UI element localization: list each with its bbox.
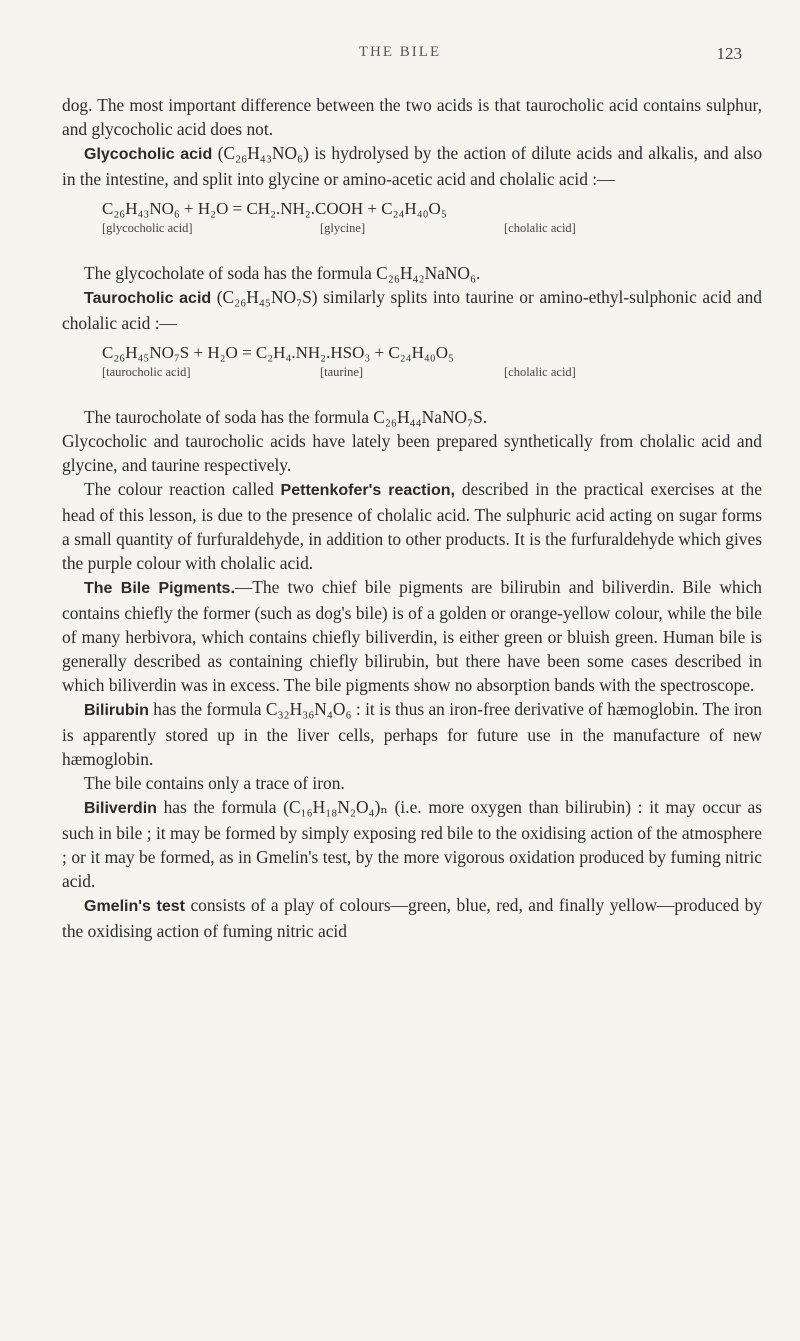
equation-label: [glycocholic acid]	[102, 221, 193, 235]
paragraph-glycocholic	[62, 141, 762, 191]
paragraph-bilirubin	[62, 697, 762, 771]
paragraph-1: dog. The most important difference between the two acids is that taurocholic acid contains sulphur, and glycocholic acid does not.	[62, 95, 762, 139]
page-body	[62, 93, 762, 943]
term-biliverdin: Biliverdin	[84, 800, 157, 817]
equation-label: [taurocholic acid]	[102, 365, 191, 379]
running-header	[0, 44, 800, 74]
paragraph-text: (C₂₆H₄₅NO₇S) similarly splits into taurine or amino-ethyl-sulphonic acid and cholalic acid :—	[62, 287, 763, 333]
paragraph-text: consists of a play of colours—green, blue, red, and finally yellow—produced by the oxidising action of fuming nitric acid	[62, 895, 762, 941]
paragraph-text: The colour reaction called	[84, 479, 274, 499]
equation-label: [cholalic acid]	[504, 365, 576, 379]
term-gmelins-test: Gmelin's test	[84, 898, 185, 915]
paragraph-iron: The bile contains only a trace of iron.	[84, 773, 345, 793]
page-title: THE BILE	[358, 44, 442, 60]
equation-glycocholic-hydrolysis	[62, 199, 762, 255]
paragraph-taurocholate: The taurocholate of soda has the formula C₂₆H₄₄NaNO₇S.	[84, 407, 488, 427]
equation-formula: C₂₆H₄₅NO₇S + H₂O = C₂H₄.NH₂.HSO₃ + C₂₄H₄₀O₅	[102, 343, 454, 362]
page-number: 123	[716, 44, 742, 63]
term-taurocholic-acid: Taurocholic acid	[84, 290, 212, 307]
term-glycocholic-acid: Glycocholic acid	[84, 146, 213, 163]
equation-label: [cholalic acid]	[504, 221, 576, 235]
paragraph-text: has the formula C₃₂H₃₆N₄O₆ : it is thus an iron-free derivative of hæmoglobin. The iron is apparently stored up in the liver cells, perhaps for future use in the manufacture of new hæmoglobin.	[62, 699, 762, 769]
paragraph-taurocholic	[62, 285, 762, 335]
section-heading-bile-pigments: The Bile Pigments.	[84, 580, 235, 597]
paragraph-text: has the formula (C₁₆H₁₈N₂O₄)ₙ (i.e. more oxygen than bilirubin) : it may occur as such in bile ; it may be formed by simply exposing red bile to the oxidising action of the atmosphere ; or it may be formed, as in Gmelin's test, by the more vigorous oxidation produced by fuming nitric acid.	[62, 797, 762, 891]
paragraph-synthesis: Glycocholic and taurocholic acids have lately been prepared synthetically from cholalic acid and glycine, and taurine respectively.	[62, 431, 762, 475]
term-pettenkofer-reaction: Pettenkofer's reaction,	[280, 482, 455, 499]
paragraph-text: described in the practical exercises at the head of this lesson, is due to the presence of cholalic acid. The sulphuric acid acting on sugar forms a small quantity of furfuraldehyde, in addition to other products. It is the furfuraldehyde which gives the purple colour with cholalic acid.	[62, 479, 762, 573]
paragraph-biliverdin	[62, 795, 762, 893]
equation-label: [glycine]	[320, 221, 366, 235]
equation-taurocholic-hydrolysis	[62, 343, 762, 399]
paragraph-bile-pigments	[62, 575, 762, 697]
paragraph-pettenkofer	[62, 477, 762, 575]
paragraph-gmelin	[62, 893, 762, 943]
paragraph-text: (C₂₆H₄₃NO₆) is hydrolysed by the action of dilute acids and alkalis, and also in the intestine, and split into glycine or amino-acetic acid and cholalic acid :—	[62, 143, 763, 189]
paragraph-glycocholate: The glycocholate of soda has the formula C₂₆H₄₂NaNO₆.	[84, 263, 481, 283]
equation-formula: C₂₆H₄₃NO₆ + H₂O = CH₂.NH₂.COOH + C₂₄H₄₀O₅	[102, 199, 447, 218]
term-bilirubin: Bilirubin	[84, 702, 149, 719]
paragraph-text: —The two chief bile pigments are bilirubin and biliverdin. Bile which contains chiefly the former (such as dog's bile) is of a golden or orange-yellow colour, while the bile of many herbivora, which contains chiefly biliverdin, is either green or bluish green. Human bile is generally described as containing chiefly bilirubin, but there have been some cases described in which biliverdin was in excess. The bile pigments show no absorption bands with the spectroscope.	[62, 577, 762, 695]
equation-label: [taurine]	[320, 365, 364, 379]
